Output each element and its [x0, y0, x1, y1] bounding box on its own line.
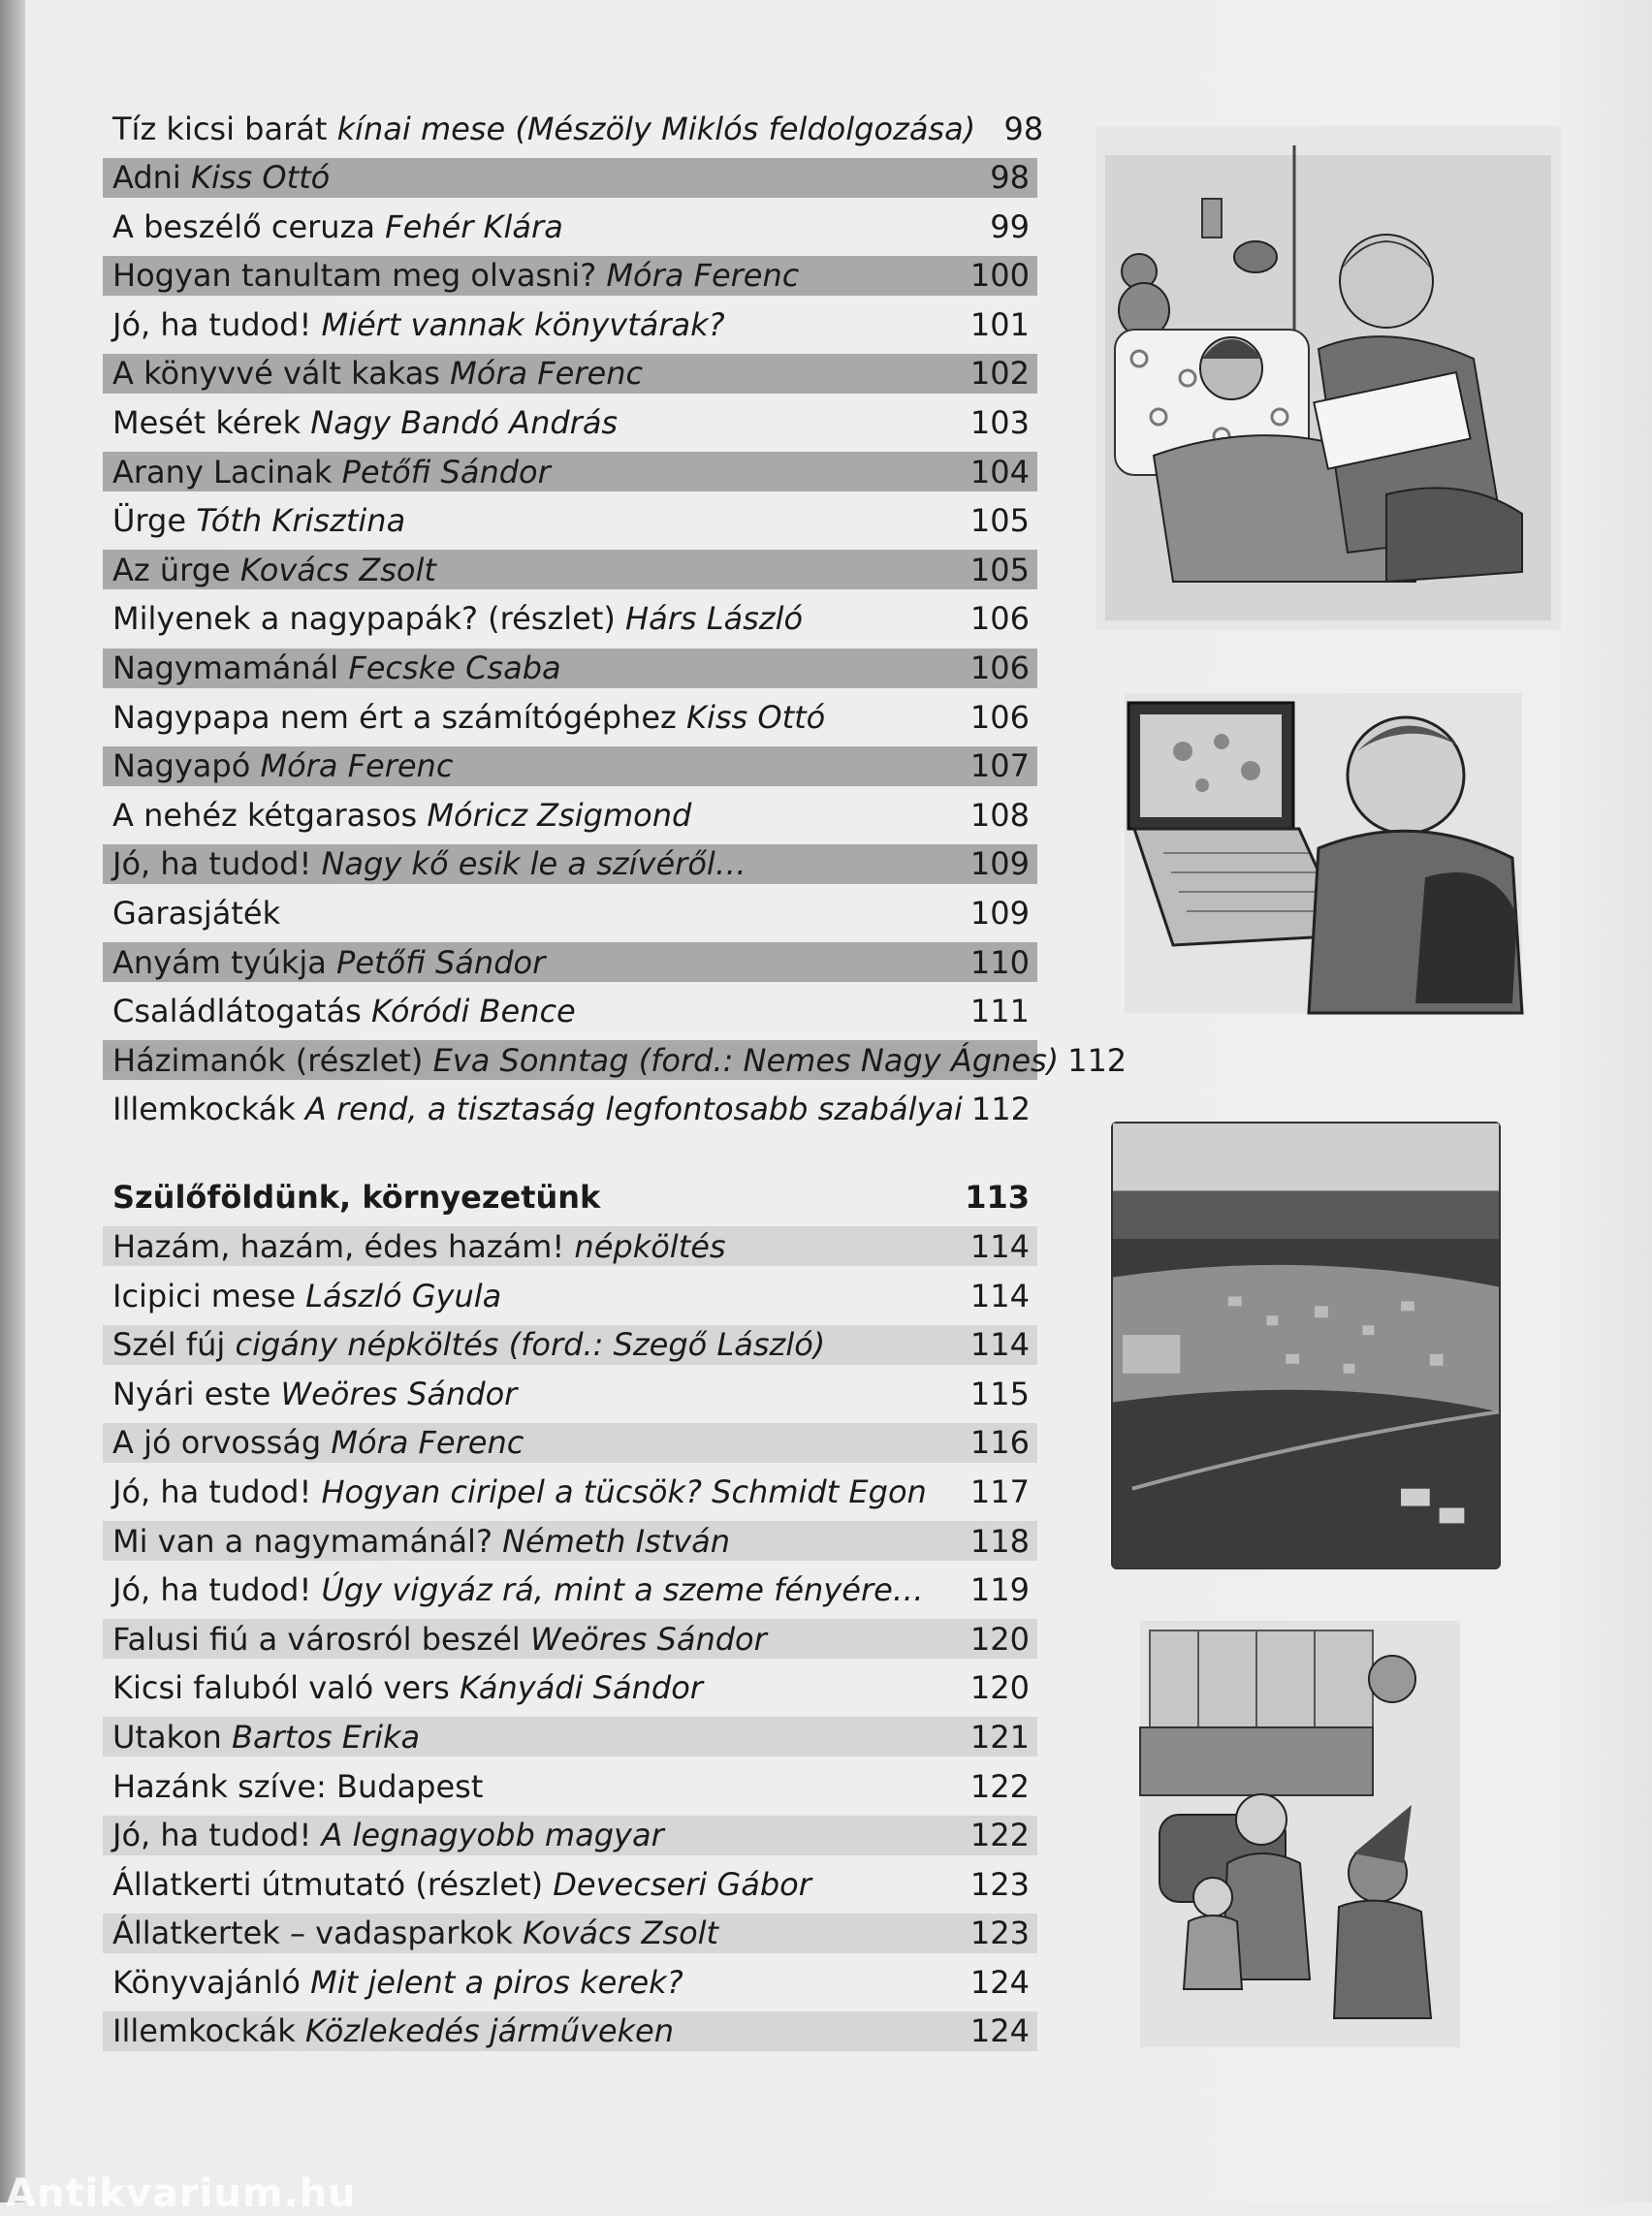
toc-entry-author-italic: Devecseri Gábor [553, 1865, 811, 1903]
toc-entry-page-number: 98 [990, 159, 1030, 197]
toc-entry-title [112, 1091, 963, 1127]
toc-entry-title [112, 1817, 664, 1853]
toc-entry [103, 1717, 1037, 1757]
toc-entry-plain-text: Állatkerti útmutató (részlet) [112, 1865, 554, 1903]
toc-entry-title [112, 699, 825, 736]
toc-entry-plain-text: Hazám, hazám, édes hazám! [112, 1227, 575, 1265]
toc-entry-page-number: 107 [969, 747, 1030, 785]
toc-entry-page-number: 114 [969, 1326, 1030, 1364]
toc-entry-page-number: 112 [1067, 1041, 1128, 1079]
toc-entry-author-italic: Németh István [502, 1522, 731, 1560]
illustration-reading-bedtime [1096, 126, 1561, 630]
toc-entry-title [112, 1964, 683, 2001]
section-page-number: 113 [965, 1179, 1030, 1217]
watermark-text: Antikvarium.hu [6, 2171, 357, 2216]
toc-entry [103, 1619, 1037, 1659]
toc-entry-page-number: 115 [969, 1375, 1030, 1412]
toc-entry-page-number: 103 [969, 404, 1030, 442]
toc-entry-plain-text: Adni [112, 159, 191, 197]
toc-entry-author-italic: Móra Ferenc [606, 257, 800, 295]
toc-entry-plain-text: Milyenek a nagypapák? (részlet) [112, 600, 626, 638]
toc-entry-title [112, 1473, 927, 1510]
toc-entry-plain-text: Mesét kérek [112, 404, 311, 442]
toc-entry [103, 1276, 1037, 1315]
toc-entry-author-italic: Móra Ferenc [450, 355, 644, 393]
toc-entry [103, 1226, 1037, 1266]
toc-entry-page-number: 118 [969, 1522, 1030, 1560]
toc-entry-title [112, 111, 975, 147]
toc-entry-author-italic: Eva Sonntag (ford.: Nemes Nagy Ágnes) [432, 1041, 1060, 1079]
toc-entry-author-italic: Tóth Krisztina [196, 502, 406, 540]
toc-entry-page-number: 111 [969, 993, 1030, 1030]
toc-entry-page-number: 105 [969, 551, 1030, 588]
toc-entry-title [112, 1915, 718, 1951]
toc-entry-page-number: 98 [1003, 110, 1044, 147]
toc-entry-title [112, 208, 563, 245]
illustration-grandpa-computer [1125, 693, 1522, 1013]
toc-entry-plain-text: Könyvajánló [112, 1963, 311, 2001]
toc-entry-page-number: 114 [969, 1277, 1030, 1314]
toc-entry [103, 1962, 1037, 2002]
toc-entry-page-number: 122 [969, 1767, 1030, 1805]
toc-entry-author-italic: Hogyan ciripel a tücsök? Schmidt Egon [321, 1472, 927, 1510]
toc-entry-author-italic: Kovács Zsolt [523, 1915, 719, 1952]
toc-entry-title [112, 1376, 517, 1412]
toc-entry [103, 1374, 1037, 1413]
toc-entry [103, 1570, 1037, 1610]
toc-entry-author-italic: László Gyula [305, 1277, 502, 1314]
section-heading [103, 1178, 1037, 1218]
toc-entry-author-italic: Hárs László [625, 600, 804, 638]
toc-entry-title [112, 845, 747, 882]
toc-entry-author-italic: Kiss Ottó [190, 159, 331, 197]
toc-entry-plain-text: Falusi fiú a városról beszél [112, 1620, 530, 1658]
toc-entry-title [112, 1719, 420, 1756]
toc-entry-page-number: 106 [969, 698, 1030, 736]
toc-entry-plain-text: Hazánk szíve: Budapest [112, 1767, 484, 1805]
toc-entry-author-italic: kínai mese (Mészöly Miklós feldolgozása) [336, 110, 976, 147]
toc-entry-plain-text: Nagyapó [112, 747, 261, 785]
toc-entry-title [112, 797, 691, 834]
toc-entry-plain-text: Anyám tyúkja [112, 943, 337, 981]
toc-entry-title [112, 1621, 767, 1658]
toc-entry-plain-text: Jó, ha tudod! [112, 1472, 322, 1510]
toc-entry [103, 1668, 1037, 1708]
toc-entry-plain-text: A beszélő ceruza [112, 207, 386, 245]
toc-entry-plain-text: Jó, ha tudod! [112, 1817, 322, 1854]
toc-entry [103, 599, 1037, 639]
toc-entry-author-italic: A rend, a tisztaság legfontosabb szabályai [304, 1091, 963, 1128]
toc-entry-author-italic: Fecske Csaba [348, 649, 561, 687]
toc-entry-plain-text: A jó orvosság [112, 1424, 332, 1462]
toc-entry [103, 256, 1037, 296]
toc-entry-plain-text: A nehéz kétgarasos [112, 796, 428, 834]
toc-entry-page-number: 110 [969, 943, 1030, 981]
toc-entry-author-italic: népköltés [574, 1227, 726, 1265]
toc-entry [103, 452, 1037, 491]
toc-entry-page-number: 122 [969, 1817, 1030, 1854]
toc-entry-author-italic: Petőfi Sándor [336, 943, 546, 981]
toc-entry-author-italic: Kányádi Sándor [460, 1669, 703, 1707]
toc-entry-title [112, 600, 803, 637]
toc-entry-plain-text: Kicsi faluból való vers [112, 1669, 461, 1707]
toc-entry [103, 158, 1037, 198]
toc-entry-page-number: 117 [969, 1472, 1030, 1510]
toc-entry-plain-text: Utakon [112, 1718, 232, 1756]
toc-entry-title [112, 1669, 703, 1706]
toc-entry-page-number: 124 [969, 2012, 1030, 2050]
table-of-contents [103, 109, 1128, 2061]
toc-entry-title [112, 1571, 924, 1608]
toc-entry [103, 304, 1037, 344]
toc-entry-author-italic: Nagy Bandó András [310, 404, 619, 442]
toc-entry-page-number: 120 [969, 1669, 1030, 1707]
toc-entry-title [112, 257, 799, 294]
toc-entry [103, 403, 1037, 443]
toc-entry-author-italic: Móra Ferenc [331, 1424, 524, 1462]
toc-entry [103, 697, 1037, 737]
toc-entry [103, 942, 1037, 982]
toc-entry-title [112, 404, 618, 441]
toc-entry [103, 649, 1037, 688]
toc-entry-plain-text: Házimanók (részlet) [112, 1041, 433, 1079]
toc-entry-page-number: 116 [969, 1424, 1030, 1462]
toc-entry-title [112, 1326, 825, 1363]
book-spine-shadow [0, 0, 25, 2202]
toc-entry-title [112, 1866, 811, 1903]
toc-entry [103, 1423, 1037, 1463]
toc-entry [103, 206, 1037, 246]
toc-entry-title [112, 552, 436, 588]
toc-entry-title [112, 306, 725, 343]
toc-entry-title [112, 747, 453, 784]
toc-entry-plain-text: Családlátogatás [112, 993, 371, 1030]
toc-entry [103, 1766, 1037, 1806]
toc-entry-title [112, 502, 405, 539]
toc-entry [103, 550, 1037, 589]
toc-entry-page-number: 105 [969, 502, 1030, 540]
toc-entry-plain-text: Szél fúj [112, 1326, 236, 1364]
toc-entry [103, 1521, 1037, 1561]
toc-entry [103, 992, 1037, 1031]
toc-entry-author-italic: Bartos Erika [232, 1718, 421, 1756]
toc-entry-plain-text: Garasjáték [112, 895, 281, 932]
toc-entry-title [112, 649, 561, 686]
toc-entry-title [112, 355, 643, 392]
toc-entry-plain-text: Állatkertek – vadasparkok [112, 1915, 524, 1952]
toc-entry-page-number: 120 [969, 1620, 1030, 1658]
toc-entry-plain-text: Icipici mese [112, 1277, 306, 1314]
toc-entry-author-italic: Fehér Klára [385, 207, 563, 245]
toc-entry [103, 501, 1037, 541]
toc-entry-page-number: 109 [969, 845, 1030, 883]
toc-entry-author-italic: Móra Ferenc [260, 747, 454, 785]
toc-entry-author-italic: Nagy kő esik le a szívéről… [321, 845, 747, 883]
toc-entry-title [112, 1523, 730, 1560]
toc-entry-plain-text: Jó, ha tudod! [112, 305, 322, 343]
toc-entry-page-number: 108 [969, 796, 1030, 834]
toc-entry-page-number: 124 [969, 1963, 1030, 2001]
toc-entry-title [112, 944, 545, 981]
toc-entry-author-italic: Kovács Zsolt [239, 551, 436, 588]
toc-entry-title [112, 1042, 1059, 1079]
toc-entry [103, 1325, 1037, 1365]
toc-entry-title [112, 895, 280, 932]
toc-entry-author-italic: Közlekedés járműveken [304, 2012, 675, 2050]
toc-entry-page-number: 100 [969, 257, 1030, 295]
toc-part-1 [103, 109, 1128, 1129]
toc-entry-plain-text: Tíz kicsi barát [112, 110, 337, 147]
toc-entry [103, 746, 1037, 786]
toc-entry-plain-text: Jó, ha tudod! [112, 845, 322, 883]
toc-entry-author-italic: Petőfi Sándor [341, 453, 551, 491]
toc-entry-page-number: 109 [969, 895, 1030, 932]
toc-entry-page-number: 114 [969, 1227, 1030, 1265]
toc-entry-page-number: 112 [970, 1091, 1031, 1128]
toc-entry [103, 1090, 1037, 1129]
toc-part-2 [103, 1226, 1037, 2051]
toc-entry [103, 1472, 1037, 1511]
toc-entry [103, 894, 1037, 934]
toc-entry-page-number: 123 [969, 1865, 1030, 1903]
toc-entry [103, 354, 1037, 394]
toc-entry-author-italic: Móricz Zsigmond [427, 796, 692, 834]
toc-entry-author-italic: A legnagyobb magyar [321, 1817, 664, 1854]
toc-entry-author-italic: Weöres Sándor [529, 1620, 767, 1658]
toc-entry-plain-text: Ürge [112, 502, 197, 540]
toc-entry [103, 1816, 1037, 1855]
toc-entry [103, 2011, 1037, 2051]
toc-entry-title [112, 2012, 674, 2049]
toc-entry-page-number: 106 [969, 600, 1030, 638]
toc-entry-plain-text: A könyvvé vált kakas [112, 355, 451, 393]
toc-entry-plain-text: Arany Lacinak [112, 453, 342, 491]
toc-entry-title [112, 1278, 501, 1314]
toc-entry-title [112, 1228, 726, 1265]
toc-entry-plain-text: Mi van a nagymamánál? [112, 1522, 503, 1560]
toc-entry-plain-text: Nagymamánál [112, 649, 349, 687]
toc-entry-title [112, 454, 551, 491]
toc-entry-page-number: 106 [969, 649, 1030, 687]
toc-entry-plain-text: Jó, ha tudod! [112, 1571, 322, 1609]
toc-entry-title [112, 1768, 483, 1805]
illustration-family-street [1140, 1621, 1460, 2047]
toc-entry-author-italic: Úgy vigyáz rá, mint a szeme fényére… [321, 1571, 924, 1609]
section-title: Szülőföldünk, környezetünk [112, 1179, 601, 1217]
toc-entry-plain-text: Illemkockák [112, 2012, 305, 2050]
toc-entry-title [112, 159, 330, 196]
toc-entry-page-number: 101 [969, 305, 1030, 343]
toc-entry-author-italic: Miért vannak könyvtárak? [321, 305, 725, 343]
toc-entry [103, 1914, 1037, 1953]
toc-entry [103, 844, 1037, 884]
photo-aerial-town [1111, 1122, 1501, 1569]
toc-entry-author-italic: Weöres Sándor [280, 1375, 518, 1412]
toc-entry [103, 1864, 1037, 1904]
toc-entry-plain-text: Nagypapa nem ért a számítógéphez [112, 698, 686, 736]
toc-entry-page-number: 123 [969, 1915, 1030, 1952]
toc-entry [103, 1040, 1128, 1080]
toc-entry-author-italic: Mit jelent a piros kerek? [310, 1963, 683, 2001]
toc-entry [103, 109, 1044, 148]
toc-entry-title [112, 993, 576, 1029]
toc-entry [103, 795, 1037, 835]
toc-entry-page-number: 119 [969, 1571, 1030, 1609]
toc-entry-plain-text: Nyári este [112, 1375, 281, 1412]
toc-entry-page-number: 102 [969, 355, 1030, 393]
toc-entry-author-italic: Kóródi Bence [370, 993, 576, 1030]
toc-entry-plain-text: Az ürge [112, 551, 240, 588]
toc-entry-plain-text: Illemkockák [112, 1091, 305, 1128]
toc-entry-author-italic: cigány népköltés (ford.: Szegő László) [235, 1326, 826, 1364]
toc-entry-author-italic: Kiss Ottó [685, 698, 826, 736]
toc-entry-title [112, 1424, 524, 1461]
toc-entry-plain-text: Hogyan tanultam meg olvasni? [112, 257, 607, 295]
toc-entry-page-number: 99 [990, 207, 1030, 245]
toc-entry-page-number: 121 [969, 1718, 1030, 1756]
toc-entry-page-number: 104 [969, 453, 1030, 491]
